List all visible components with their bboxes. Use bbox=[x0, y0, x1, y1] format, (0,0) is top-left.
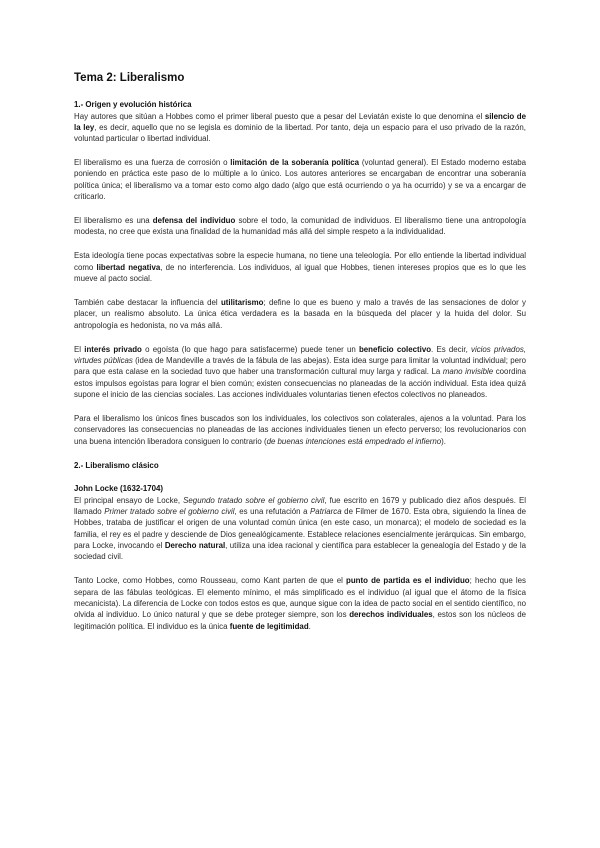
paragraph bbox=[74, 250, 526, 284]
text-run: de Filmer de 1670. Esta obra, siguiendo la línea de Hobbes, trataba de justificar el origen de una voluntad común única (en este caso, un monarca); el modelo de sociedad es la familia, el rey es el padre y desciende de Dios genealógicamente. Establece relaciones esencialmente jerárquicas. Sin embargo, para Locke, invocando el bbox=[74, 506, 526, 550]
bold-term: derechos individuales bbox=[349, 610, 433, 620]
text-run: El bbox=[74, 344, 85, 354]
text-run: coordina estos impulsos egoístas para lograr el bien común; existen consecuencias no planeadas de la acción individual. Esta idea quizá supone el inicio de las ciencias sociales. Las acciones individuales voluntarias tienen efectos colectivos no planeados. bbox=[74, 367, 526, 399]
text-run: ; hecho que les separa de las fábulas teológicas. El elemento mínimo, el más simplificado es el individuo (al igual que el átomo de la física mecanicista). La diferencia de Locke con todos estos es que, aunque sigue con la idea de pacto social en el sentido científico, no olvida al individuo. Lo único natural y que se debe proteger siempre, son los bbox=[74, 576, 526, 620]
document-page bbox=[74, 72, 526, 645]
bold-term: defensa del individuo bbox=[152, 216, 236, 226]
subsection-heading-locke: John Locke (1632-1704) bbox=[74, 484, 164, 494]
text-run: Esta ideología tiene pocas expectativas sobre la especie humana, no tiene una teleología. Por ello entiende la libertad individual como bbox=[74, 251, 526, 272]
text-run: , estos son los núcleos de legitimación política. El individuo es la única bbox=[74, 610, 526, 631]
text-run: . Es decir, bbox=[431, 344, 471, 354]
paragraph bbox=[74, 413, 526, 447]
bold-term: silencio de la ley bbox=[74, 111, 526, 132]
text-run: También cabe destacar la influencia del bbox=[74, 298, 221, 307]
bold-term: Derecho natural bbox=[164, 540, 226, 550]
section-heading-origen: 1.- Origen y evolución histórica bbox=[74, 100, 192, 109]
section-heading-liberalismo-clasico: 2.- Liberalismo clásico bbox=[74, 460, 159, 470]
text-run: o egoísta (lo que hago para satisfacerme) puede tener un bbox=[141, 344, 359, 354]
text-run: , fue escrito en 1679 y publicado diez años después. El llamado bbox=[74, 495, 526, 516]
text-run: , de no interferencia. Los individuos, al igual que Hobbes, tienen intereses propios que es lo que les mueve al pacto social. bbox=[74, 262, 526, 284]
text-run: , es decir, aquello que no se legisla es dominio de la libertad. Por tanto, deja un espacio para el uso privado de la razón, voluntad particular o libertad individual. bbox=[74, 122, 526, 144]
text-run: Para el liberalismo los únicos fines buscados son los individuales, los colectivos son colaterales, ajenos a la voluntad. Para los conservadores las consecuencias no planeadas de las acciones individuales tienen un efecto perverso; los revolucionarios con una buena intención liberadora consiguen lo contrario ( bbox=[74, 413, 526, 446]
text-run: (voluntad general). El Estado moderno estaba poniendo en práctica este paso de lo múltiple a lo único. Los autores anteriores se encargaban de encontrar una soberanía política única; el liberalismo va a tomar esto como algo dado (algo que está ocurriendo o ya ha ocurrido) y se va a encargar de criticarlo. bbox=[74, 158, 526, 202]
text-run: sobre el todo, la comunidad de individuos. El liberalismo tiene una antropología modesta, no cree que exista una finalidad de la humanidad más allá del simple respeto a la individualidad. bbox=[74, 216, 527, 237]
text-run: ). bbox=[441, 436, 446, 446]
italic-term: Primer tratado sobre el gobierno civil bbox=[104, 506, 235, 516]
italic-term: Patriarca bbox=[310, 506, 342, 516]
bold-term: punto de partida es el individuo bbox=[346, 576, 470, 586]
bold-term: beneficio colectivo bbox=[358, 344, 432, 354]
text-run: . bbox=[308, 621, 311, 631]
document-title: Tema 2: Liberalismo bbox=[74, 72, 185, 84]
text-run: Hay autores que sitúan a Hobbes como el primer liberal puesto que a pesar del Leviatán existe lo que denomina el bbox=[74, 111, 485, 121]
text-run: (idea de Mandeville a través de la fábula de las abejas). Esta idea surge para limitar la voluntad individual; pero para que esta calase en la sociedad tuvo que haber una transformación cultural muy larga y radical. La bbox=[74, 355, 526, 377]
paragraph bbox=[74, 344, 526, 401]
italic-term: Segundo tratado sobre el gobierno civil bbox=[183, 495, 325, 505]
bold-term: limitación de la soberanía política bbox=[230, 158, 360, 168]
italic-term: de buenas intenciones está empedrado el infierno bbox=[266, 436, 442, 446]
paragraph bbox=[74, 495, 526, 563]
paragraph bbox=[74, 215, 526, 238]
text-run: ; define lo que es bueno y malo a través de las sensaciones de dolor y placer, un realismo absoluto. La única ética verdadera es la basada en la búsqueda del placer y la huida del dolor. Su antropología es hedonista, no va más allá. bbox=[74, 298, 527, 330]
text-run: Tanto Locke, como Hobbes, como Rousseau, como Kant parten de que el bbox=[74, 576, 347, 586]
paragraph bbox=[74, 297, 526, 331]
paragraph bbox=[74, 157, 526, 202]
bold-term: fuente de legitimidad bbox=[229, 621, 309, 631]
paragraph bbox=[74, 111, 526, 145]
text-run: El liberalismo es una fuerza de corrosión o bbox=[74, 158, 231, 168]
bold-term: interés privado bbox=[84, 344, 142, 354]
bold-term: utilitarismo bbox=[220, 298, 264, 307]
italic-term: mano invisible bbox=[442, 367, 494, 377]
paragraph bbox=[74, 575, 526, 632]
bold-term: libertad negativa bbox=[96, 262, 161, 272]
text-run: El liberalismo es una bbox=[74, 216, 153, 226]
text-run: , es una refutación a bbox=[234, 506, 311, 516]
text-run: El principal ensayo de Locke, bbox=[74, 495, 184, 505]
italic-term: vicios privados, virtudes públicas bbox=[74, 344, 526, 365]
text-run: , utiliza una idea racional y científica para establecer la genealogía del Estado y de la sociedad civil. bbox=[74, 540, 526, 562]
